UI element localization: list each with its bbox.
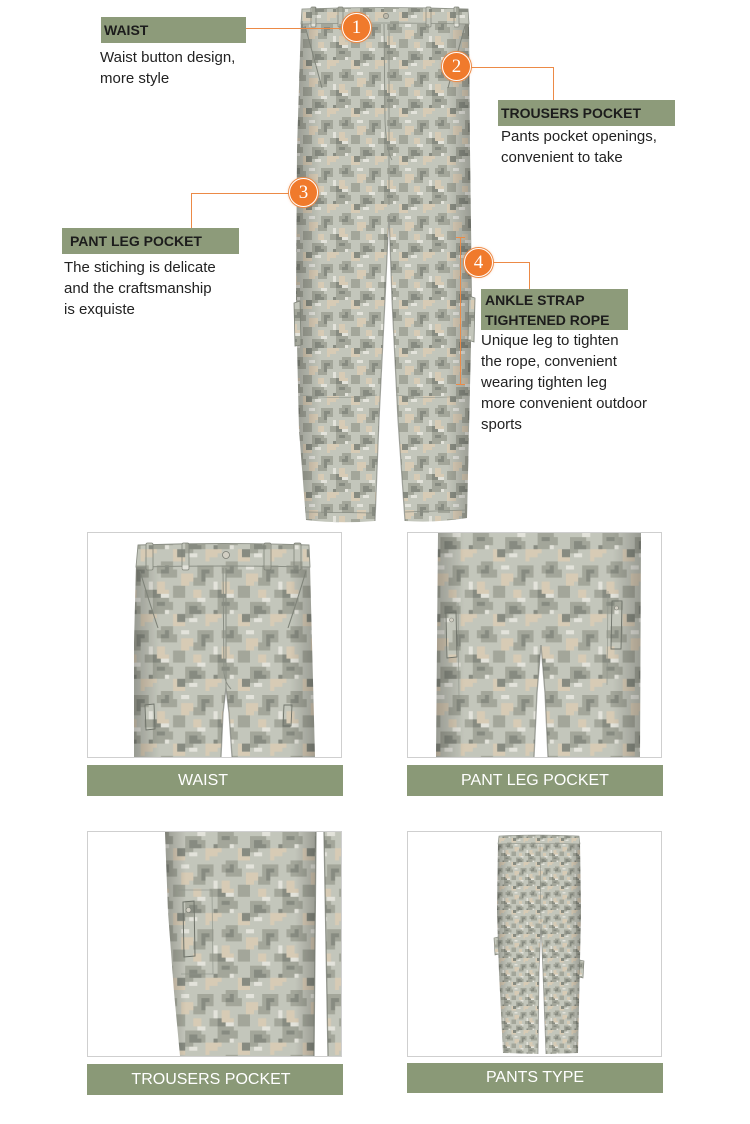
belt-loop — [182, 543, 189, 570]
gallery-photo-pants-type — [407, 831, 662, 1057]
callout-title-ankle-strap — [481, 289, 628, 330]
belt-loop — [264, 543, 271, 570]
description-line: sports — [481, 416, 522, 433]
cargo-pocket-flap — [283, 705, 292, 726]
callout-title-waist — [101, 17, 246, 43]
description-line: Waist button design, — [100, 49, 236, 66]
description-line: more style — [100, 70, 170, 87]
callout-description-trousers-pocket — [501, 126, 657, 168]
gallery-caption-pant-leg-pocket — [407, 765, 663, 796]
belt-loop — [426, 7, 431, 27]
caption-text: PANT LEG POCKET — [461, 772, 609, 789]
callout-number-badge: 2 — [442, 52, 471, 81]
gallery-caption-waist — [87, 765, 343, 796]
trousers — [294, 7, 475, 522]
callout-title-text: WAIST — [104, 22, 149, 38]
waist-closeup-photo — [88, 533, 341, 757]
trousers-shading — [436, 533, 641, 757]
waist-button — [223, 552, 230, 559]
caption-text: WAIST — [177, 772, 229, 789]
callout-number-badge: 1 — [342, 13, 371, 42]
cargo-pocket-flap — [294, 301, 301, 346]
belt-loop — [294, 543, 301, 570]
trousers-shading — [497, 843, 581, 1054]
gallery-photo-waist — [87, 532, 342, 758]
cargo-pocket-flap — [145, 704, 155, 730]
full-trousers-photo — [408, 832, 661, 1056]
belt-loop — [146, 543, 153, 570]
caption-text: TROUSERS POCKET — [131, 1071, 291, 1088]
callout-number-badge: 4 — [464, 248, 493, 277]
pocket-button — [186, 908, 191, 913]
gallery-photo-pant-leg-pocket — [407, 532, 662, 758]
waist-button — [383, 13, 388, 18]
callout-number-badge: 3 — [289, 178, 318, 207]
description-line: Unique leg to tighten — [481, 332, 619, 349]
description-line: Pants pocket openings, — [501, 128, 657, 145]
callout-title-text: TIGHTENED ROPE — [485, 312, 610, 328]
waistband — [498, 835, 580, 844]
trousers-pocket-closeup-photo — [88, 832, 341, 1056]
callout-title-pant-leg-pocket — [62, 228, 239, 254]
trousers-shading — [134, 565, 315, 757]
pant-leg-pocket-closeup-photo — [408, 533, 661, 757]
trousers-shading — [296, 22, 472, 522]
cargo-pocket-flap — [579, 960, 584, 978]
description-line: The stiching is delicate — [64, 259, 216, 276]
callout-title-trousers-pocket — [498, 100, 675, 126]
belt-loop — [454, 7, 459, 27]
pocket-button — [615, 606, 619, 610]
description-line: more convenient outdoor — [481, 395, 647, 412]
gallery-photo-trousers-pocket — [87, 831, 342, 1057]
description-line: wearing tighten leg — [481, 374, 607, 391]
cargo-pocket-flap — [494, 937, 499, 955]
pocket-button — [450, 618, 454, 622]
callout-title-text: TROUSERS POCKET — [501, 105, 642, 121]
caption-text: PANTS TYPE — [485, 1069, 585, 1086]
description-line: convenient to take — [501, 149, 623, 166]
cargo-pocket-flap — [468, 296, 475, 342]
gallery-caption-pants-type — [407, 1063, 663, 1093]
feature-callout-section — [0, 0, 750, 530]
callout-description-ankle-strap — [481, 330, 647, 435]
callout-title-text: ANKLE STRAP — [485, 292, 585, 308]
callout-description-waist — [100, 47, 235, 89]
description-line: the rope, convenient — [481, 353, 617, 370]
description-line: and the craftsmanship — [64, 280, 212, 297]
callout-description-pant-leg-pocket — [64, 257, 216, 320]
callout-title-text: PANT LEG POCKET — [70, 233, 202, 249]
gallery-caption-trousers-pocket — [87, 1064, 343, 1095]
description-line: is exquiste — [64, 301, 135, 318]
belt-loop — [311, 7, 316, 27]
